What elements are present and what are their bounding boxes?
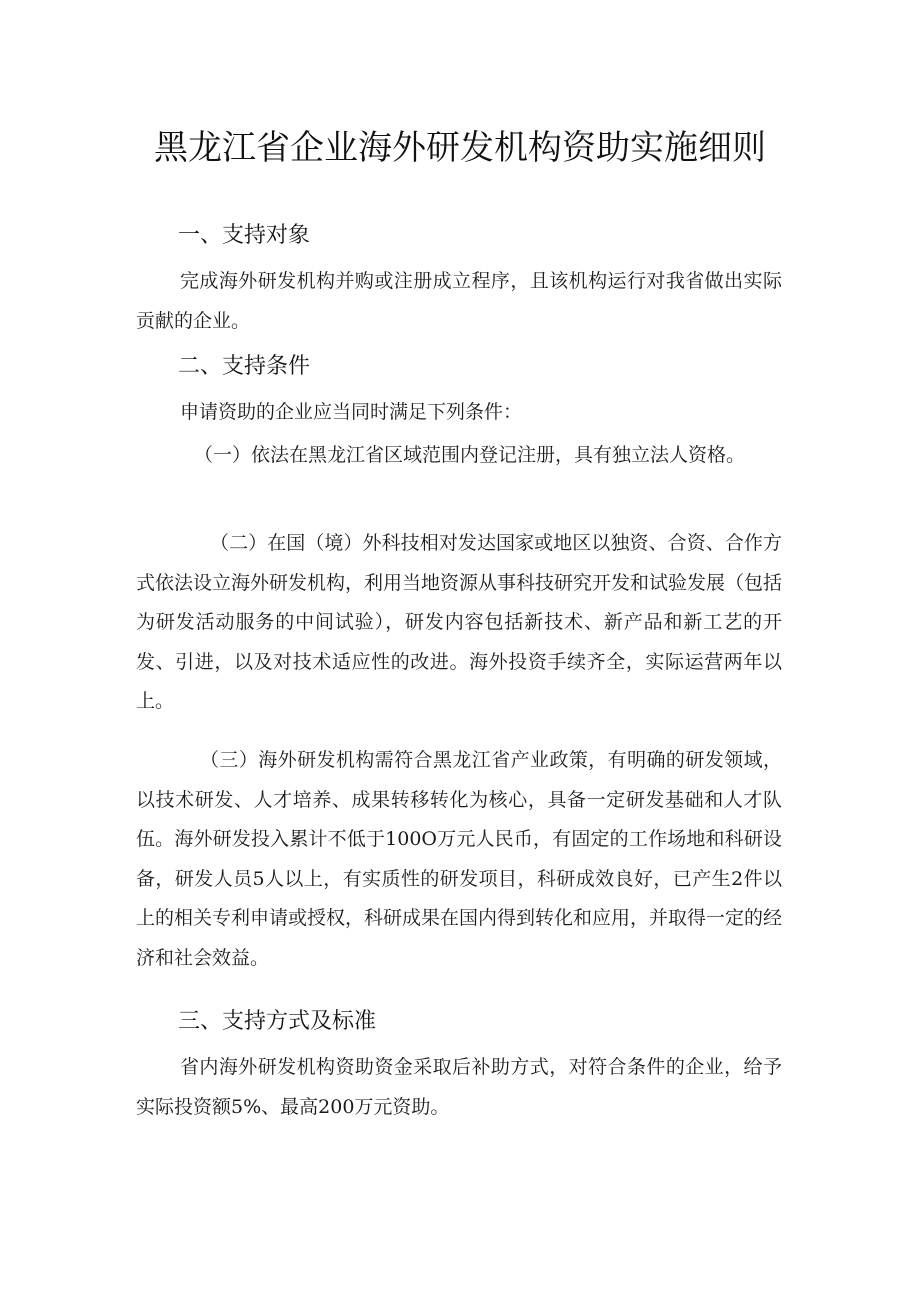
paragraph-condition-2: （二）在国（境）外科技相对发达国家或地区以独资、合资、合作方式依法设立海外研发机构，利用当地资源从事科技研究开发和试验发展（包括为研发活动服务的中间试验），研发内容包括新技术、新产品和新工艺的开发、引进，以及对技术适应性的改进。海外投资手续齐全，实际运营两年以上。 bbox=[136, 532, 783, 713]
paragraph-support-targets: 完成海外研发机构并购或注册成立程序，且该机构运行对我省做出实际贡献的企业。 bbox=[136, 270, 782, 332]
section-heading-support-targets: 一、支持对象 bbox=[178, 223, 311, 248]
paragraph-condition-1: （一）依法在黑龙江省区域范围内登记注册，具有独立法人资格。 bbox=[194, 444, 746, 466]
paragraph-conditions-intro: 申请资助的企业应当同时满足下列条件： bbox=[180, 401, 523, 423]
section-heading-support-method: 三、支持方式及标准 bbox=[178, 1009, 377, 1034]
document-title: 黑龙江省企业海外研发机构资助实施细则 bbox=[154, 128, 766, 168]
section-heading-support-conditions: 二、支持条件 bbox=[178, 354, 311, 379]
paragraph-support-method: 省内海外研发机构资助资金采取后补助方式，对符合条件的企业，给予实际投资额5%、最高200万元资助。 bbox=[136, 1056, 782, 1118]
paragraph-condition-3: （三）海外研发机构需符合黑龙江省产业政策，有明确的研发领域，以技术研发、人才培养、成果转移转化为核心，具备一定研发基础和人才队伍。海外研发投入累计不低于100O万元人民币，有固定的工作场地和科研设备，研发人员5人以上，有实质性的研发项目，科研成效良好，已产生2件以上的相关专利申请或授权，科研成果在国内得到转化和应用，并取得一定的经济和社会效益。 bbox=[136, 749, 783, 969]
